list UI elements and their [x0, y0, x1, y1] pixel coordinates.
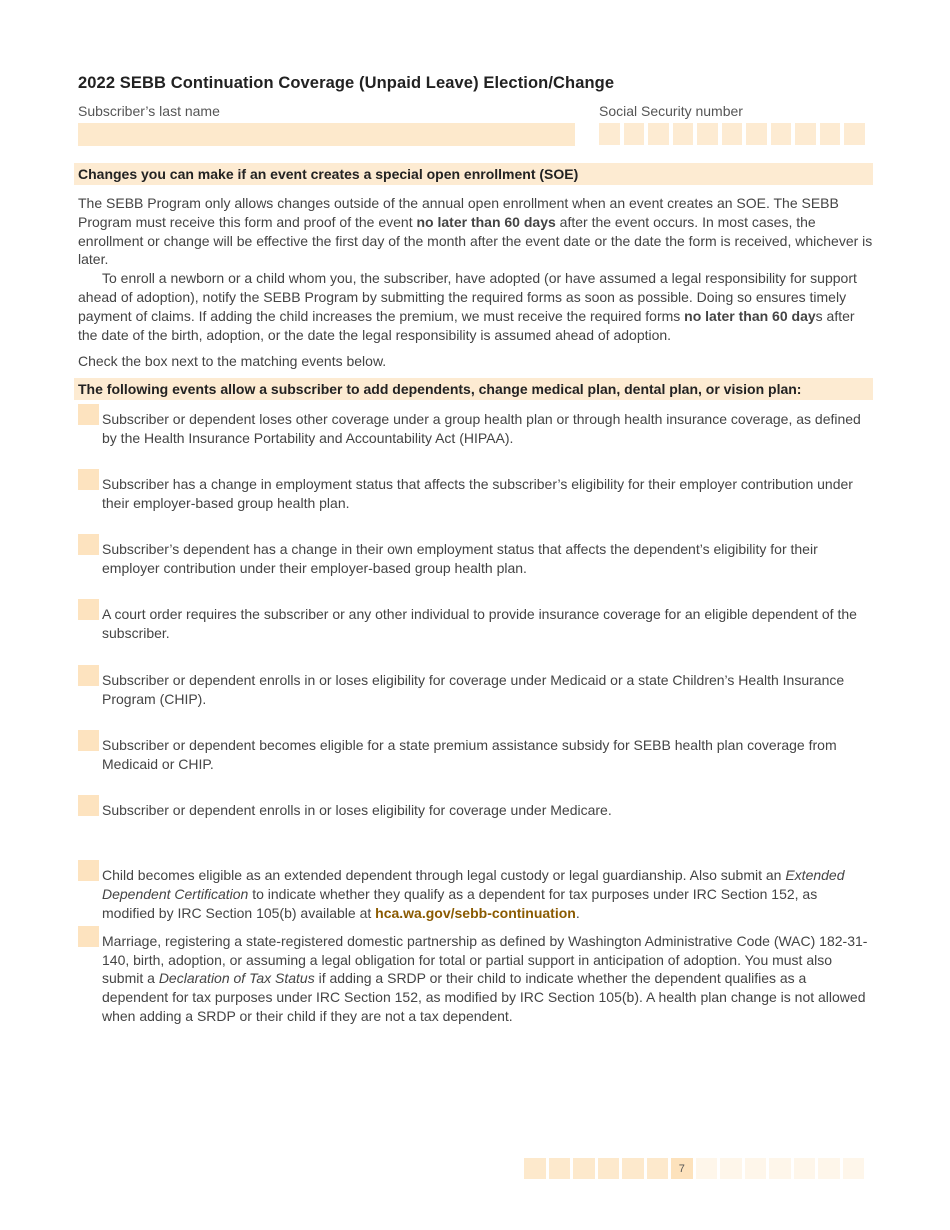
- page-box: [720, 1158, 742, 1179]
- ssn-input-group: [599, 123, 865, 145]
- ssn-digit-input[interactable]: [746, 123, 767, 145]
- event-checkbox[interactable]: [78, 599, 99, 620]
- event-checkbox[interactable]: [78, 469, 99, 490]
- ssn-digit-input[interactable]: [771, 123, 792, 145]
- ssn-digit-input[interactable]: [722, 123, 743, 145]
- event-text: .: [575, 904, 580, 921]
- current-page-number: 7: [671, 1158, 693, 1179]
- ssn-digit-input[interactable]: [820, 123, 841, 145]
- newborn-paragraph: [78, 269, 873, 344]
- soe-section-heading: Changes you can make if an event creates a special open enrollment (SOE): [74, 163, 873, 185]
- subscriber-fields: [78, 103, 873, 153]
- event-checkbox[interactable]: [78, 860, 99, 881]
- page-box: [573, 1158, 595, 1179]
- deadline-emphasis: no later than 60 days: [416, 213, 556, 230]
- ssn-digit-input[interactable]: [795, 123, 816, 145]
- page-box: [769, 1158, 791, 1179]
- event-checkbox[interactable]: [78, 730, 99, 751]
- form-name-emphasis: Declaration of Tax Status: [158, 970, 315, 987]
- last-name-label: Subscriber’s last name: [78, 103, 220, 119]
- event-item-extended-dependent: [78, 866, 873, 922]
- soe-intro-text: The SEBB Program only allows changes outside of the annual open enrollment when an event creates an SOE. The SEBB Program must receive this form and proof of the event: [78, 195, 839, 230]
- ssn-label: Social Security number: [599, 103, 743, 119]
- event-item-marriage-birth-adoption: [78, 932, 873, 1026]
- event-item-court-order: [78, 605, 873, 651]
- deadline-emphasis: no later than 60 day: [684, 307, 816, 324]
- check-instructions: Check the box next to the matching events below.: [78, 353, 387, 370]
- page-box: [843, 1158, 865, 1179]
- newborn-text: To enroll a newborn or a child whom you, the subscriber, have adopted (or have assumed a legal responsibility for support ahead of adoption), notify the SEBB Program by submitting the required forms as soon as possible. Doing so ensures timely payment of claims. If adding the child increases the premium, we must receive the required forms: [78, 270, 857, 324]
- page-box: [696, 1158, 718, 1179]
- event-checkbox[interactable]: [78, 534, 99, 555]
- form-title: 2022 SEBB Continuation Coverage (Unpaid Leave) Election/Change: [78, 74, 615, 92]
- ssn-digit-input[interactable]: [599, 123, 620, 145]
- continuation-link[interactable]: hca.wa.gov/sebb-continuation: [375, 904, 576, 921]
- event-list: [78, 410, 873, 1025]
- event-checkbox[interactable]: [78, 795, 99, 816]
- event-checkbox[interactable]: [78, 404, 99, 425]
- event-text: to indicate whether they qualify as a dependent for tax purposes under IRC Section 152, as modified by IRC Section 105(b) available at: [102, 886, 818, 921]
- event-checkbox[interactable]: [78, 665, 99, 686]
- page-box: [647, 1158, 669, 1179]
- last-name-input[interactable]: [78, 123, 575, 146]
- page-box: [745, 1158, 767, 1179]
- event-text: Marriage, registering a state-registered domestic partnership as defined by Washington Administrative Code (WAC) 182-31-140, birth, adoption, or assuming a legal obligation for total or partial support in anticipation of adoption. You must also submit a: [102, 932, 868, 987]
- event-text: if adding a SRDP or their child to indicate whether the dependent qualifies as a dependent for tax purposes under IRC Section 152, as modified by IRC Section 105(b). A health plan change is not allowed when adding a SRDP or their child if they are not a tax dependent.: [102, 970, 866, 1024]
- page-box: [622, 1158, 644, 1179]
- event-text: Subscriber or dependent enrolls in or loses eligibility for coverage under Medicaid or a state Children’s Health Insurance Program (CHIP).: [102, 672, 845, 708]
- event-item-medicaid-chip: [78, 671, 873, 717]
- event-text: Subscriber’s dependent has a change in their own employment status that affects the dependent’s eligibility for their employer contribution under their employer-based group health plan.: [102, 541, 818, 577]
- event-text: Subscriber or dependent loses other coverage under a group health plan or through health insurance coverage, as defined by the Health Insurance Portability and Accountability Act (HIPAA).: [102, 411, 861, 447]
- form-name-emphasis: Extended Dependent Certification: [102, 867, 845, 903]
- event-text: Child becomes eligible as an extended dependent through legal custody or legal guardianship. Also submit an: [102, 867, 786, 884]
- event-item-dependent-employment: [78, 540, 873, 586]
- page-box: [549, 1158, 571, 1179]
- event-checkbox[interactable]: [78, 926, 99, 947]
- event-item-medicare: [78, 801, 873, 847]
- event-text: Subscriber or dependent becomes eligible for a state premium assistance subsidy for SEBB health plan coverage from Medicaid or CHIP.: [102, 737, 837, 773]
- newborn-text: s after the date of the birth, adoption, or the date the legal responsibility is assumed ahead of adoption.: [78, 307, 855, 343]
- soe-intro-paragraph: [78, 194, 873, 269]
- event-text: A court order requires the subscriber or any other individual to provide insurance coverage for an eligible dependent of the subscriber.: [102, 606, 857, 642]
- event-item-subscriber-employment: [78, 475, 873, 521]
- page-box: [794, 1158, 816, 1179]
- event-text: Subscriber or dependent enrolls in or loses eligibility for coverage under Medicare.: [102, 802, 612, 819]
- ssn-digit-input[interactable]: [697, 123, 718, 145]
- page-box: [598, 1158, 620, 1179]
- form-page: [78, 74, 873, 1026]
- event-item-hipaa: [78, 410, 873, 456]
- soe-intro-text: after the event occurs. In most cases, the enrollment or change will be effective the first day of the month after the event date or the date the form is received, whichever is later.: [78, 213, 873, 268]
- ssn-digit-input[interactable]: [673, 123, 694, 145]
- event-text: Subscriber has a change in employment status that affects the subscriber’s eligibility for their employer contribution under their employer-based group health plan.: [102, 476, 853, 512]
- ssn-digit-input[interactable]: [844, 123, 865, 145]
- events-section-heading: The following events allow a subscriber to add dependents, change medical plan, dental plan, or vision plan:: [74, 378, 873, 400]
- ssn-digit-input[interactable]: [624, 123, 645, 145]
- ssn-digit-input[interactable]: [648, 123, 669, 145]
- event-item-premium-subsidy: [78, 736, 873, 782]
- page-box: [524, 1158, 546, 1179]
- page-box: [818, 1158, 840, 1179]
- page-indicator: [524, 1158, 864, 1179]
